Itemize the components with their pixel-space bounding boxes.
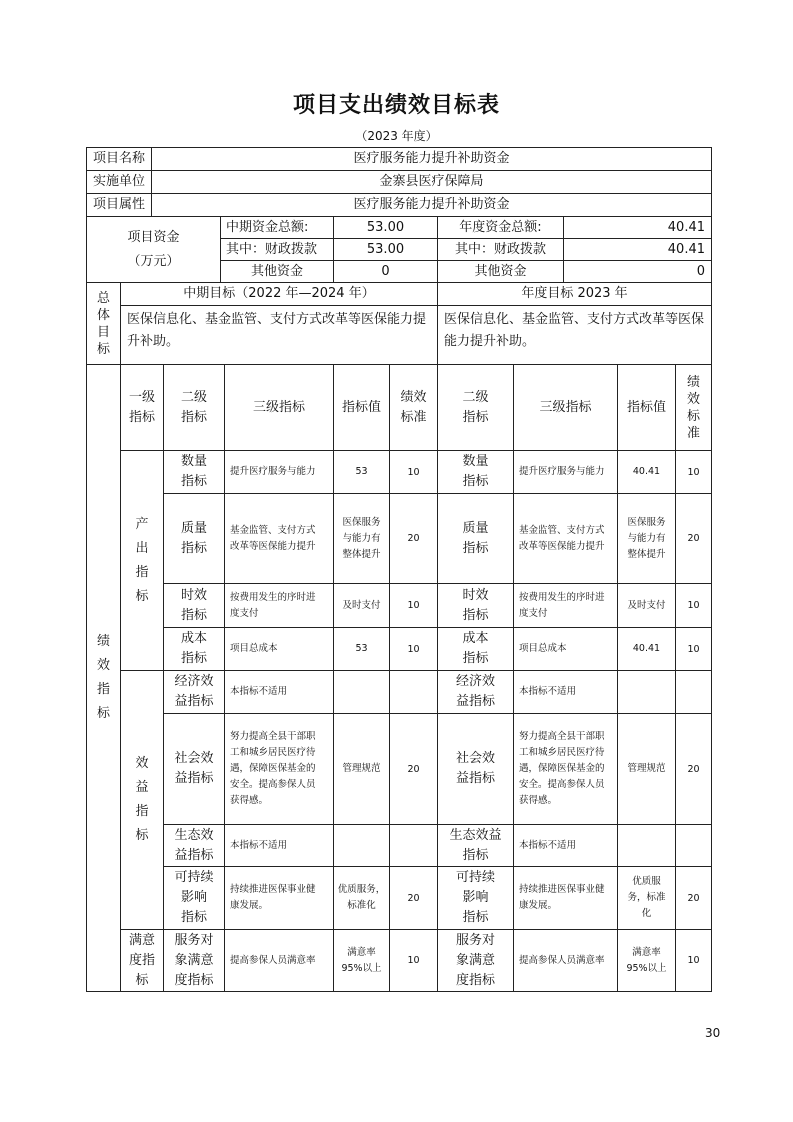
benefit-ecological-value-right <box>618 825 675 866</box>
header-level1: 一级 指标 <box>128 389 155 425</box>
output-quality-standard: 20 <box>407 533 420 544</box>
mid-goal-text: 医保信息化、基金监管、支付方式改革等医保能力提升补助。 <box>127 312 427 349</box>
benefit-social-standard: 20 <box>407 763 420 775</box>
year-total-value: 40.41 <box>667 219 705 235</box>
output-quantity-level2: 数量 指标 <box>180 454 207 489</box>
satisfaction-service-level3-right: 提高参保人员满意率 <box>519 954 605 966</box>
year-goal-text: 医保信息化、基金监管、支付方式改革等医保能力提升补助。 <box>444 312 705 349</box>
project-name-value: 医疗服务能力提升补助资金 <box>353 151 510 166</box>
mid-total-label: 中期资金总额: <box>226 219 309 235</box>
output-quantity-standard-right: 10 <box>687 466 700 478</box>
output-cost-level2: 成本 指标 <box>180 631 207 666</box>
output-quality-level2-right: 质量 指标 <box>462 520 489 556</box>
benefit-sustainable-standard: 20 <box>407 892 420 904</box>
output-cost-value-right: 40.41 <box>632 643 661 654</box>
benefit-social-level2: 社会效 益指标 <box>174 751 214 786</box>
benefit-ecological-level3: 本指标不适用 <box>230 839 288 851</box>
header-standard: 绩效 标准 <box>400 389 427 425</box>
benefit-ecological-level2-right: 生态效益 指标 <box>449 827 502 863</box>
output-cost-standard-right: 10 <box>687 643 700 655</box>
output-quality-value: 医保服务 与能力有 整体提升 <box>342 516 381 560</box>
output-timeliness-level3: 按费用发生的序时进 度支付 <box>230 591 316 619</box>
benefit-economic-value <box>334 671 389 713</box>
output-timeliness-level3-right: 按费用发生的序时进 度支付 <box>519 591 605 619</box>
benefit-social-value-right: 管理规范 <box>627 763 666 774</box>
output-timeliness-standard-right: 10 <box>687 600 700 611</box>
output-indicators-label: 产 出 指 标 <box>135 516 149 604</box>
benefit-ecological-level3-right: 本指标不适用 <box>519 839 577 851</box>
output-cost-level3-right: 项目总成本 <box>519 643 567 654</box>
output-quality-level3: 基金监管、支付方式 改革等医保能力提升 <box>230 524 316 552</box>
indicators-label: 绩 效 指 标 <box>96 634 110 721</box>
satisfaction-service-level2-right: 服务对 象满意 度指标 <box>455 932 495 988</box>
header-level2-right: 二级 指标 <box>462 389 489 425</box>
project-attribute-value: 医疗服务能力提升补助资金 <box>353 197 510 212</box>
benefit-ecological-value <box>334 825 389 866</box>
benefit-social-level3: 努力提高全县干部职 工和城乡居民医疗待 遇，保障医保基金的 安全。提高参保人员 获得感。 <box>230 731 316 806</box>
year-total-label: 年度资金总额: <box>459 219 542 235</box>
benefit-sustainable-level3: 持续推进医保事业健 康发展。 <box>230 884 316 911</box>
output-quantity-level3-right: 提升医疗服务与能力 <box>519 466 605 477</box>
table-rule-horizontal <box>86 991 712 992</box>
output-quality-level3-right: 基金监管、支付方式 改革等医保能力提升 <box>519 524 605 552</box>
benefit-economic-value-right <box>618 671 675 713</box>
benefit-ecological-standard <box>390 825 437 866</box>
satisfaction-service-level2: 服务对 象满意 度指标 <box>174 932 214 988</box>
project-name-label: 项目名称 <box>92 151 145 166</box>
benefit-social-level2-right: 社会效 益指标 <box>455 751 495 786</box>
output-cost-level2-right: 成本 指标 <box>462 631 489 666</box>
header-level3: 三级指标 <box>252 399 305 415</box>
output-timeliness-value: 及时支付 <box>342 599 381 611</box>
output-quality-value-right: 医保服务 与能力有 整体提升 <box>627 516 666 560</box>
benefit-sustainable-level2: 可持续 影响 指标 <box>174 870 214 925</box>
output-quantity-standard: 10 <box>407 466 420 478</box>
year-fiscal-label: 其中：财政拨款 <box>454 241 546 257</box>
satisfaction-service-standard-right: 10 <box>687 955 700 966</box>
mid-other-value: 0 <box>381 263 390 279</box>
output-timeliness-level2: 时效 指标 <box>180 587 207 623</box>
year-other-label: 其他资金 <box>474 263 527 279</box>
project-attribute-label: 项目属性 <box>92 197 145 212</box>
implementing-unit-value: 金寨县医疗保障局 <box>379 174 484 189</box>
output-cost-standard: 10 <box>407 643 420 655</box>
year-goal-header: 年度目标 2023 年 <box>521 286 628 301</box>
benefit-economic-level3-right: 本指标不适用 <box>519 686 577 697</box>
mid-total-value: 53.00 <box>366 219 405 235</box>
benefit-economic-level2: 经济效 益指标 <box>174 674 214 709</box>
year-other-value: 0 <box>696 263 705 279</box>
header-standard-right: 绩 效 标 准 <box>686 374 700 441</box>
output-timeliness-level2-right: 时效 指标 <box>462 587 489 623</box>
year-subtitle: （2023 年度） <box>355 129 438 143</box>
output-timeliness-standard: 10 <box>407 600 420 611</box>
mid-other-label: 其他资金 <box>250 263 303 279</box>
output-cost-level3: 项目总成本 <box>230 643 278 654</box>
benefit-economic-level3: 本指标不适用 <box>230 686 288 697</box>
header-level3-right: 三级指标 <box>539 399 592 415</box>
satisfaction-service-level3: 提高参保人员满意率 <box>230 954 316 966</box>
benefit-economic-standard <box>390 671 437 713</box>
benefit-economic-level2-right: 经济效 益指标 <box>455 674 495 709</box>
output-cost-value: 53 <box>355 643 368 654</box>
output-quantity-level3: 提升医疗服务与能力 <box>230 466 316 477</box>
benefit-social-level3-right: 努力提高全县干部职 工和城乡居民医疗待 遇，保障医保基金的 安全。提高参保人员 获得感。 <box>519 731 605 806</box>
funds-label: 项目资金 （万元） <box>127 229 180 269</box>
output-quantity-level2-right: 数量 指标 <box>462 454 489 489</box>
mid-goal-header: 中期目标（2022 年—2024 年） <box>183 286 375 301</box>
mid-fiscal-value: 53.00 <box>366 241 405 257</box>
benefit-economic-standard-right <box>676 671 711 713</box>
benefit-sustainable-level3-right: 持续推进医保事业健 康发展。 <box>519 884 605 911</box>
table-rule-vertical <box>711 147 712 992</box>
benefit-social-standard-right: 20 <box>687 763 700 775</box>
satisfaction-service-value-right: 满意率 95%以上 <box>626 946 667 974</box>
output-quality-standard-right: 20 <box>687 533 700 544</box>
satisfaction-indicators-label: 满意 度指 标 <box>128 932 155 988</box>
benefit-ecological-standard-right <box>676 825 711 866</box>
benefit-sustainable-standard-right: 20 <box>687 892 700 904</box>
implementing-unit-label: 实施单位 <box>92 174 145 189</box>
benefit-ecological-level2: 生态效 益指标 <box>174 827 214 863</box>
overall-goals-label: 总 体 目 标 <box>96 290 110 357</box>
satisfaction-service-standard: 10 <box>407 955 420 966</box>
output-quality-level2: 质量 指标 <box>180 520 207 556</box>
output-quantity-value-right: 40.41 <box>632 466 661 477</box>
page-number: 30 <box>705 1026 721 1040</box>
page-title: 项目支出绩效目标表 <box>292 93 500 118</box>
benefit-social-value: 管理规范 <box>342 763 381 774</box>
benefit-sustainable-value-right: 优质服 务，标准 化 <box>627 876 666 919</box>
benefit-indicators-label: 效 益 指 标 <box>135 756 149 843</box>
benefit-sustainable-level2-right: 可持续 影响 指标 <box>455 870 495 925</box>
year-fiscal-value: 40.41 <box>667 241 705 257</box>
header-level2: 二级 指标 <box>180 389 207 425</box>
output-timeliness-value-right: 及时支付 <box>627 599 666 611</box>
benefit-sustainable-value: 优质服务， 标准化 <box>337 884 386 911</box>
satisfaction-service-value: 满意率 95%以上 <box>341 946 382 974</box>
header-value: 指标值 <box>341 399 381 415</box>
mid-fiscal-label: 其中：财政拨款 <box>226 241 318 257</box>
header-value-right: 指标值 <box>626 399 666 415</box>
output-quantity-value: 53 <box>355 466 368 477</box>
